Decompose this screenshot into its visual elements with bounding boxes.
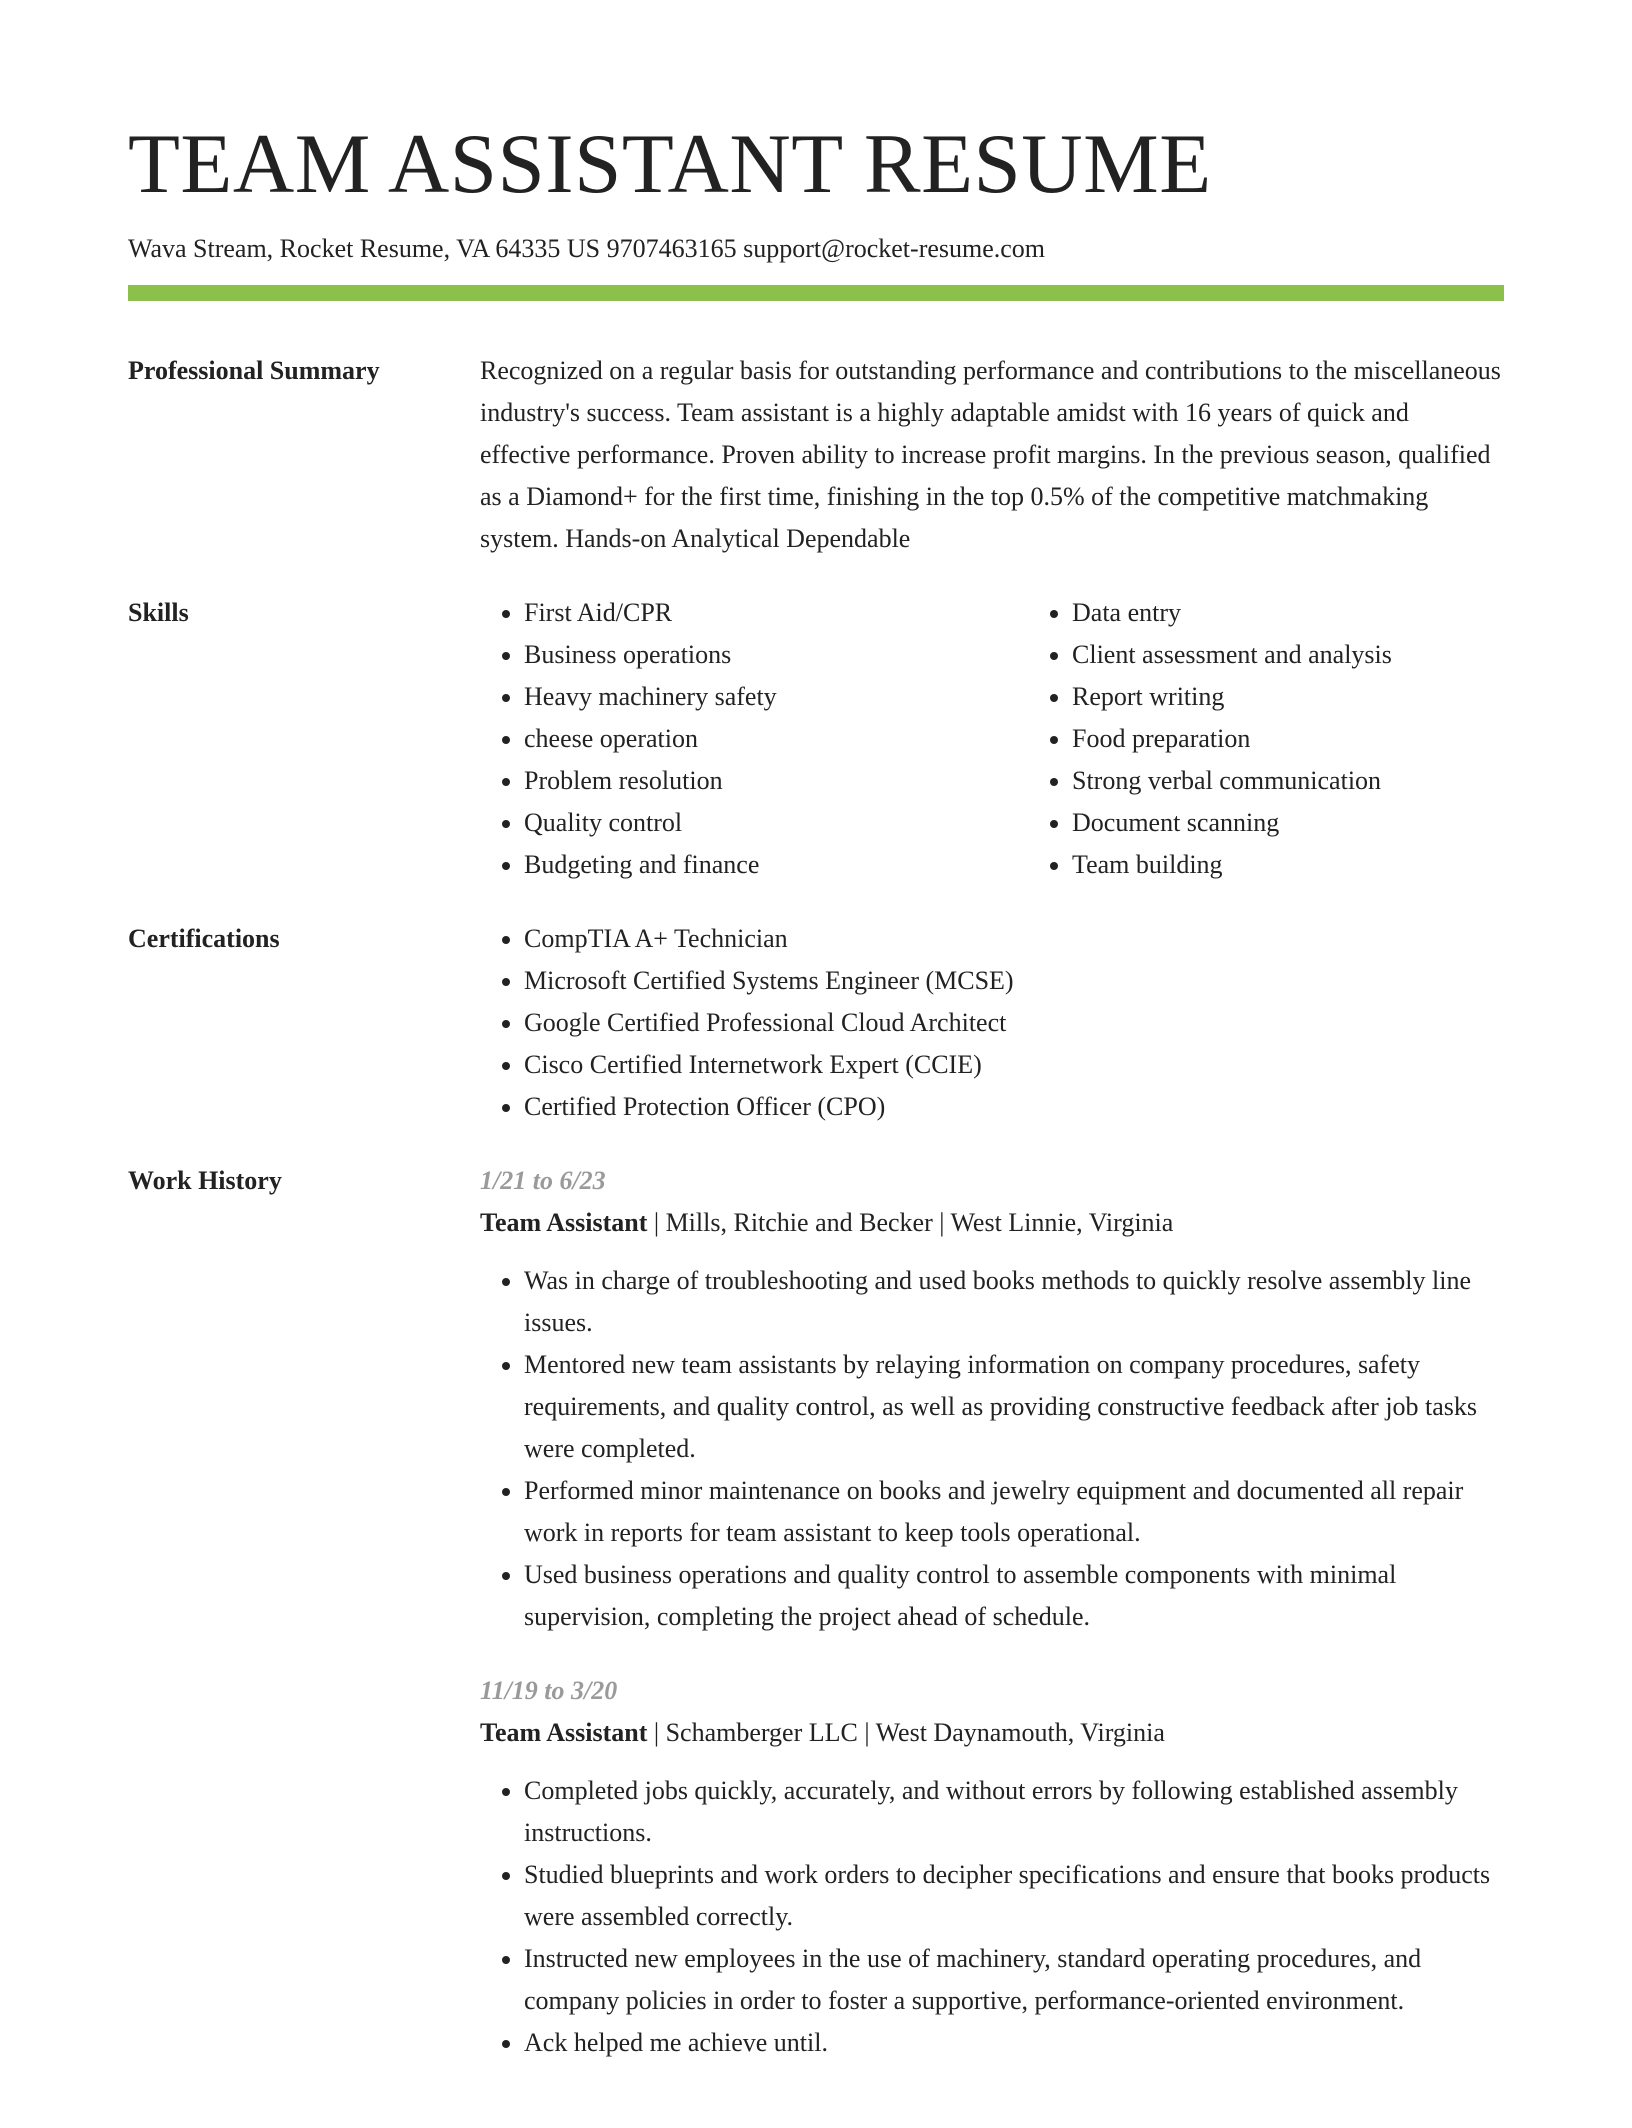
skill-item: • Quality control — [524, 802, 1028, 844]
skill-item: • Business operations — [524, 634, 1028, 676]
section-label: Professional Summary — [128, 356, 380, 385]
job-bullet: • Studied blueprints and work orders to decipher specifications and ensure that books products were assembled correctly. — [524, 1854, 1504, 1938]
section-body — [480, 918, 1504, 1128]
skill-item: • Strong verbal communication — [1072, 760, 1576, 802]
header-divider — [128, 285, 1504, 301]
skill-item: • Budgeting and finance — [524, 844, 1028, 886]
job-dates: 1/21 to 6/23 — [480, 1166, 606, 1195]
certification-item: • Microsoft Certified Systems Engineer (MCSE) — [524, 960, 1504, 1002]
skill-item: • First Aid/CPR — [524, 592, 1028, 634]
job-heading — [480, 1712, 1504, 1754]
job-title: Team Assistant — [480, 1208, 648, 1237]
skills-list-right — [1028, 592, 1576, 886]
certification-item: • CompTIA A+ Technician — [524, 918, 1504, 960]
work-history-section — [128, 1160, 1504, 2096]
skills-list-left — [480, 592, 1028, 886]
job-bullet: • Ack helped me achieve until. — [524, 2022, 1504, 2064]
job-employer-location: | Schamberger LLC | West Daynamouth, Virginia — [647, 1718, 1165, 1747]
skill-item: • Client assessment and analysis — [1072, 634, 1576, 676]
skill-item: • Problem resolution — [524, 760, 1028, 802]
skill-item: • Heavy machinery safety — [524, 676, 1028, 718]
job-bullets — [480, 1770, 1504, 2064]
certification-item: • Cisco Certified Internetwork Expert (CCIE) — [524, 1044, 1504, 1086]
summary-text: Recognized on a regular basis for outstanding performance and contributions to the miscellaneous industry's success. Team assistant is a highly adaptable amidst with 16 years of quick and effective performance. Proven ability to increase profit margins. In the previous season, qualified as a Diamond+ for the first time, finishing in the top 0.5% of the competitive matchmaking system. Hands-on Analytical Dependable — [480, 356, 1501, 553]
skills-columns — [480, 592, 1576, 886]
certification-item: • Google Certified Professional Cloud Architect — [524, 1002, 1504, 1044]
skill-item: • Document scanning — [1072, 802, 1576, 844]
job-bullets — [480, 1260, 1504, 1638]
skills-section — [128, 592, 1504, 886]
skill-item: • Data entry — [1072, 592, 1576, 634]
skill-item: • Report writing — [1072, 676, 1576, 718]
job-bullet: • Instructed new employees in the use of machinery, standard operating procedures, and company policies in order to foster a supportive, performance-oriented environment. — [524, 1938, 1504, 2022]
contact-line: Wava Stream, Rocket Resume, VA 64335 US 9707463165 support@rocket-resume.com — [128, 234, 1046, 263]
resume-title: TEAM ASSISTANT RESUME — [128, 117, 1212, 211]
resume-sections — [128, 350, 1504, 2128]
job-dates: 11/19 to 3/20 — [480, 1676, 618, 1705]
section-body — [480, 1160, 1504, 2096]
job-entry — [480, 1160, 1504, 1638]
job-title: Team Assistant — [480, 1718, 648, 1747]
skill-item: • cheese operation — [524, 718, 1028, 760]
skill-item: • Team building — [1072, 844, 1576, 886]
certification-item: • Certified Protection Officer (CPO) — [524, 1086, 1504, 1128]
section-label: Work History — [128, 1166, 282, 1195]
skill-item: • Food preparation — [1072, 718, 1576, 760]
professional-summary-section — [128, 350, 1504, 560]
job-bullet: • Was in charge of troubleshooting and used books methods to quickly resolve assembly line issues. — [524, 1260, 1504, 1344]
job-employer-location: | Mills, Ritchie and Becker | West Linnie, Virginia — [647, 1208, 1174, 1237]
job-bullet: • Completed jobs quickly, accurately, and without errors by following established assembly instructions. — [524, 1770, 1504, 1854]
job-heading — [480, 1202, 1504, 1244]
job-bullet: • Mentored new team assistants by relaying information on company procedures, safety requirements, and quality control, as well as providing constructive feedback after job tasks were completed. — [524, 1344, 1504, 1470]
certifications-list — [480, 918, 1504, 1128]
job-entry — [480, 1670, 1504, 2064]
job-bullet: • Performed minor maintenance on books and jewelry equipment and documented all repair work in reports for team assistant to keep tools operational. — [524, 1470, 1504, 1554]
section-label: Skills — [128, 598, 189, 627]
section-body — [480, 350, 1504, 560]
certifications-section — [128, 918, 1504, 1128]
section-label: Certifications — [128, 924, 280, 953]
job-bullet: • Used business operations and quality control to assemble components with minimal supervision, completing the project ahead of schedule. — [524, 1554, 1504, 1638]
